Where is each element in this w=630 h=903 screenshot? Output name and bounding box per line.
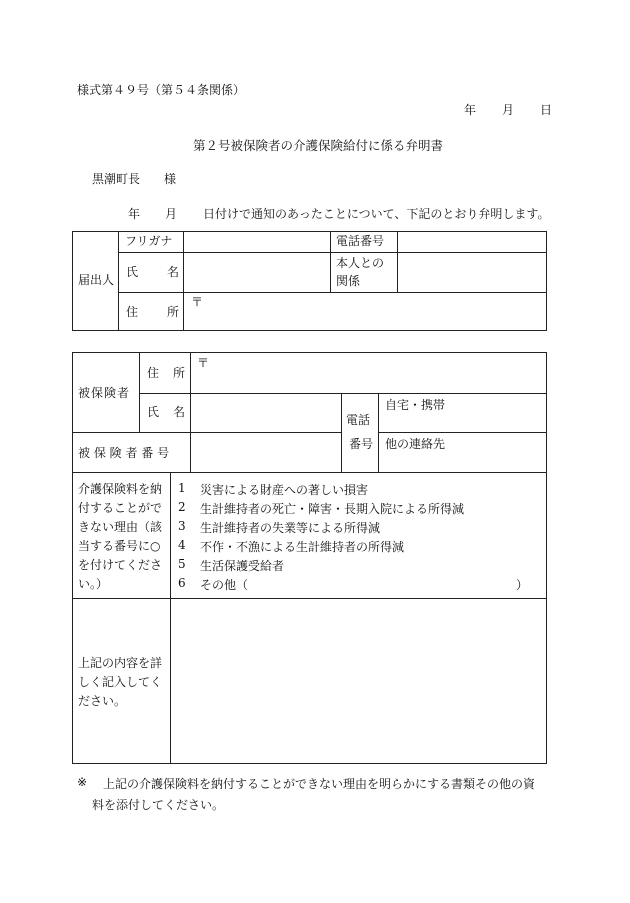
reason-number: 3: [178, 519, 186, 533]
document-title: 第２号被保険者の介護保険給付に係る弁明書: [193, 138, 444, 153]
reasons-label-line: い。）: [78, 577, 109, 591]
reasons-label-line: きない理由（該: [78, 520, 163, 534]
insured-name-label-1: 氏: [147, 405, 160, 419]
notifier-name-label-1: 氏: [126, 265, 139, 279]
notifier-phone-label: 電話番号: [336, 234, 385, 248]
note-line-1: 上記の介護保険料を納付することができない理由を明らかにする書類その他の資: [103, 777, 536, 791]
date-day-label: 日: [540, 103, 553, 117]
insured-address-label-1: 住: [147, 366, 160, 380]
details-input-area[interactable]: [172, 600, 545, 762]
addressee-name: 黒潮町長: [92, 172, 141, 186]
insured-phone-label-2: 番号: [349, 437, 374, 451]
reason-number: 4: [178, 538, 186, 552]
reason-text: 生計維持者の死亡・障害・長期入院による所得減: [200, 502, 465, 516]
reasons-label-line: 当する番号に○: [78, 539, 161, 553]
reason-text: 不作・不漁による生計維持者の所得減: [200, 540, 405, 554]
reason-item-6[interactable]: [178, 576, 249, 592]
reason-text: 生計維持者の失業等による所得減: [200, 521, 381, 535]
intro-month: 月: [165, 207, 178, 221]
reason-text: 災害による財産への著しい損害: [200, 483, 369, 497]
notifier-postal-mark: 〒: [191, 295, 204, 309]
home-mobile-label: 自宅・携帯: [385, 398, 446, 412]
date-year-label: 年: [464, 103, 477, 117]
insured-phone-label-1: 電話: [346, 413, 371, 427]
reason-text: その他（: [200, 578, 249, 592]
notifier-address-label-1: 住: [126, 305, 139, 319]
reasons-label-line: 付することがで: [78, 501, 163, 515]
notifier-address-label-2: 所: [167, 305, 180, 319]
reason-close-paren: ）: [516, 578, 529, 592]
notifier-name-label-2: 名: [167, 265, 180, 279]
form-number: 様式第４９号（第５４条関係）: [77, 83, 246, 97]
relation-label-1: 本人との: [336, 256, 385, 270]
reason-text: 生活保護受給者: [200, 559, 285, 573]
reason-item-2[interactable]: [178, 500, 465, 516]
details-label-line: しく記入してく: [78, 675, 163, 689]
reason-item-1[interactable]: [178, 481, 369, 497]
reason-number: 2: [178, 500, 186, 514]
intro-year: 年: [128, 207, 141, 221]
insured-label: 被保険者: [78, 386, 131, 400]
other-contact-label: 他の連絡先: [385, 437, 446, 451]
insured-number-label: 被 保 険 者 番 号: [78, 446, 170, 460]
details-label-line: ださい。: [78, 694, 127, 708]
note-mark: ※: [77, 775, 88, 789]
reasons-label-line: 介護保険料を納: [78, 482, 163, 496]
insured-name-label-2: 名: [173, 405, 186, 419]
note-line-2: 料を添付してください。: [92, 798, 225, 812]
reason-item-5[interactable]: [178, 557, 285, 573]
intro-text: 日付けで通知のあったことについて、下記のとおり弁明します。: [203, 207, 550, 221]
insured-postal-mark: 〒: [197, 356, 210, 370]
relation-label-2: 関係: [336, 274, 361, 288]
furigana-label: フリガナ: [125, 234, 173, 248]
reason-number: 6: [178, 576, 186, 590]
reason-number: 1: [178, 481, 186, 495]
addressee-honorific: 様: [164, 172, 177, 186]
reason-item-4[interactable]: [178, 538, 405, 554]
reasons-label-line: を付けてくださ: [78, 558, 163, 572]
reason-number: 5: [178, 557, 186, 571]
date-month-label: 月: [502, 103, 515, 117]
notifier-label: 届出人: [78, 273, 115, 287]
insured-address-label-2: 所: [173, 366, 186, 380]
reason-item-3[interactable]: [178, 519, 381, 535]
details-label-line: 上記の内容を詳: [78, 656, 163, 670]
